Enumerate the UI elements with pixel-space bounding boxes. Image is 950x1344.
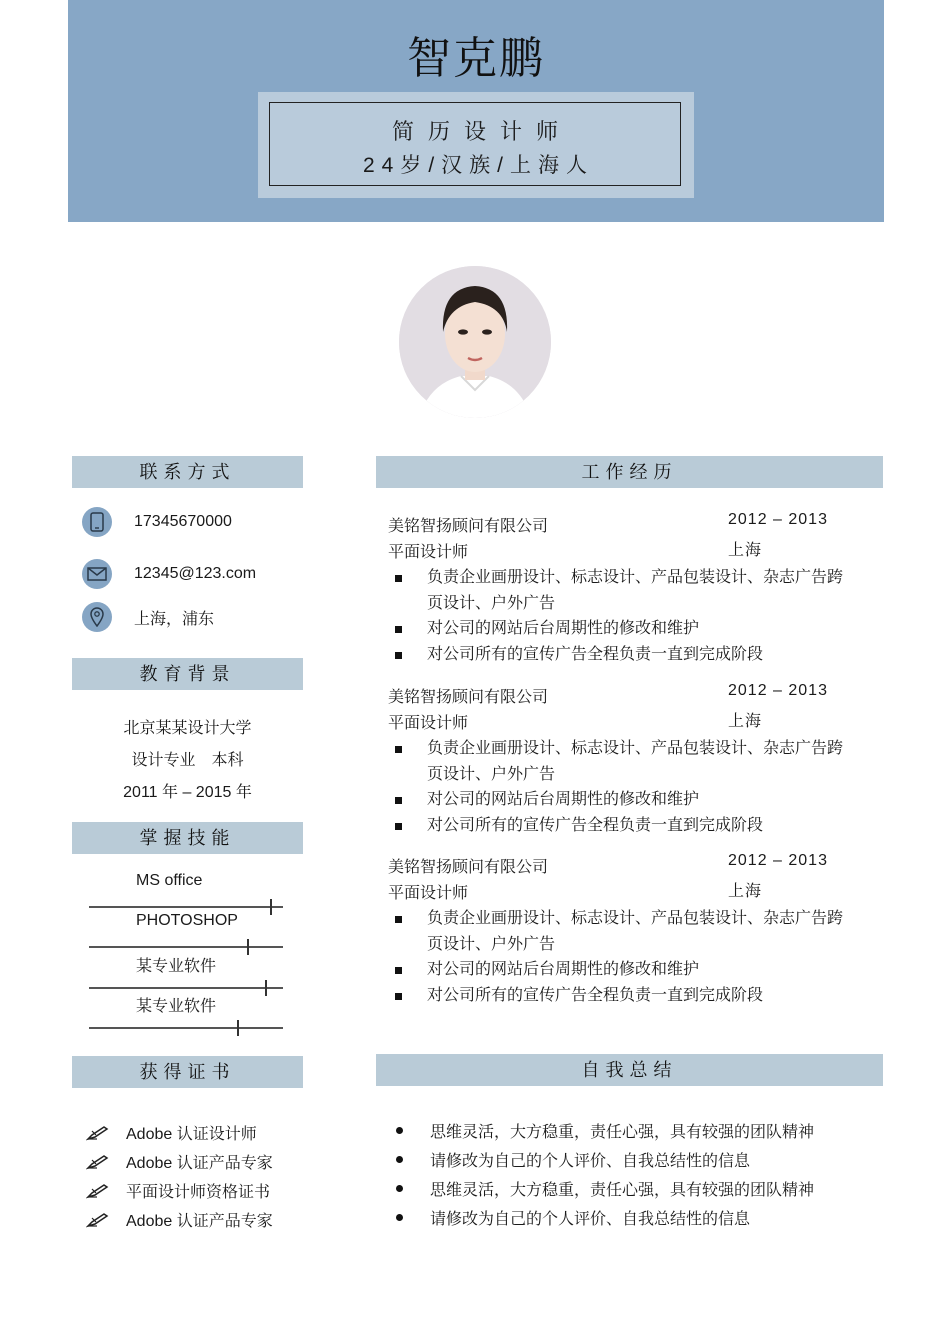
duty-item: 负责企业画册设计、标志设计、产品包装设计、杂志广告跨页设计、户外广告 [388,736,857,787]
certificate-name: Adobe 认证设计师 [126,1126,257,1143]
certificate-item [86,1208,273,1231]
duty-item: 对公司所有的宣传广告全程负责一直到完成阶段 [388,813,857,839]
skill-bar [89,1027,283,1029]
pen-icon [86,1183,110,1199]
job-period: 2012 – 2013 [728,682,828,699]
section-title-education: 教育背景 [72,658,303,690]
certificate-name: 平面设计师资格证书 [126,1184,271,1201]
contact-phone [82,507,232,537]
job-role: 平面设计师 [388,885,469,902]
skill-level-marker [237,1020,239,1036]
duty-item: 对公司所有的宣传广告全程负责一直到完成阶段 [388,983,857,1009]
company-name: 美铭智扬顾问有限公司 [388,689,549,706]
pen-icon [86,1125,110,1141]
bullet-icon [396,1156,403,1163]
job-role: 平面设计师 [388,544,469,561]
summary-item: 请修改为自己的个人评价、自我总结性的信息 [396,1148,750,1171]
company-name: 美铭智扬顾问有限公司 [388,518,549,535]
job-city: 上海 [728,542,763,559]
work-entry [388,513,848,667]
duty-item: 负责企业画册设计、标志设计、产品包装设计、杂志广告跨页设计、户外广告 [388,906,857,957]
company-name: 美铭智扬顾问有限公司 [388,859,549,876]
work-entry [388,854,848,1008]
summary-item: 请修改为自己的个人评价、自我总结性的信息 [396,1206,750,1229]
job-subheader [388,710,848,736]
skill-bar [89,987,283,989]
pen-icon [86,1212,110,1228]
subtitle-frame [269,102,681,186]
duty-item: 对公司所有的宣传广告全程负责一直到完成阶段 [388,642,857,668]
profile-photo [399,266,551,418]
summary-item: 思维灵活，大方稳重，责任心强，具有较强的团队精神 [396,1177,814,1200]
job-period: 2012 – 2013 [728,511,828,528]
section-title-certificates: 获得证书 [72,1056,303,1088]
certificate-item [86,1179,270,1202]
certificate-name: Adobe 认证产品专家 [126,1155,273,1172]
job-subheader [388,880,848,906]
job-period: 2012 – 2013 [728,852,828,869]
email-address: 12345@123.com [134,565,257,582]
education-period: 2011 年 – 2015 年 [123,784,252,801]
skill-level-marker [265,980,267,996]
job-city: 上海 [728,883,763,900]
skill-level-marker [247,939,249,955]
phone-icon [82,507,112,537]
pen-icon [86,1154,110,1170]
job-title: 简历设计师 [391,119,572,144]
section-title-skills: 掌握技能 [72,822,303,854]
work-entry [388,684,848,838]
duty-item: 负责企业画册设计、标志设计、产品包装设计、杂志广告跨页设计、户外广告 [388,565,857,616]
section-title-contact: 联系方式 [72,456,303,488]
job-header [388,684,848,710]
skill-name: 某专业软件 [136,958,217,975]
section-title-summary: 自我总结 [376,1054,883,1086]
skill-name: PHOTOSHOP [136,912,238,929]
subtitle-box [258,92,694,198]
bullet-icon [396,1127,403,1134]
location-icon [82,602,112,632]
bullet-icon [396,1185,403,1192]
header-band [68,0,884,222]
summary-item: 思维灵活，大方稳重，责任心强，具有较强的团队精神 [396,1119,814,1142]
education-major: 设计专业 本科 [131,752,244,769]
skill-level-marker [270,899,272,915]
bullet-icon [396,1214,403,1221]
job-city: 上海 [728,713,763,730]
job-header [388,513,848,539]
location-text: 上海，浦东 [134,610,215,628]
certificate-item [86,1121,257,1144]
skill-name: 某专业软件 [136,998,217,1015]
duty-item: 对公司的网站后台周期性的修改和维护 [388,616,857,642]
phone-number: 17345670000 [134,513,232,530]
section-title-work: 工作经历 [376,456,883,488]
skill-bar [89,946,283,948]
certificate-item [86,1150,273,1173]
job-role: 平面设计师 [388,715,469,732]
mail-icon [82,559,112,589]
skill-bar [89,906,283,908]
contact-location [82,602,214,632]
person-name: 智克鹏 [407,34,545,83]
personal-info: 24岁/汉族/上海人 [362,154,595,177]
skill-name: MS office [136,872,203,889]
duty-item: 对公司的网站后台周期性的修改和维护 [388,957,857,983]
certificate-name: Adobe 认证产品专家 [126,1213,273,1230]
education-school: 北京某某设计大学 [123,720,252,737]
contact-email [82,559,256,589]
job-header [388,854,848,880]
duty-item: 对公司的网站后台周期性的修改和维护 [388,787,857,813]
job-subheader [388,539,848,565]
